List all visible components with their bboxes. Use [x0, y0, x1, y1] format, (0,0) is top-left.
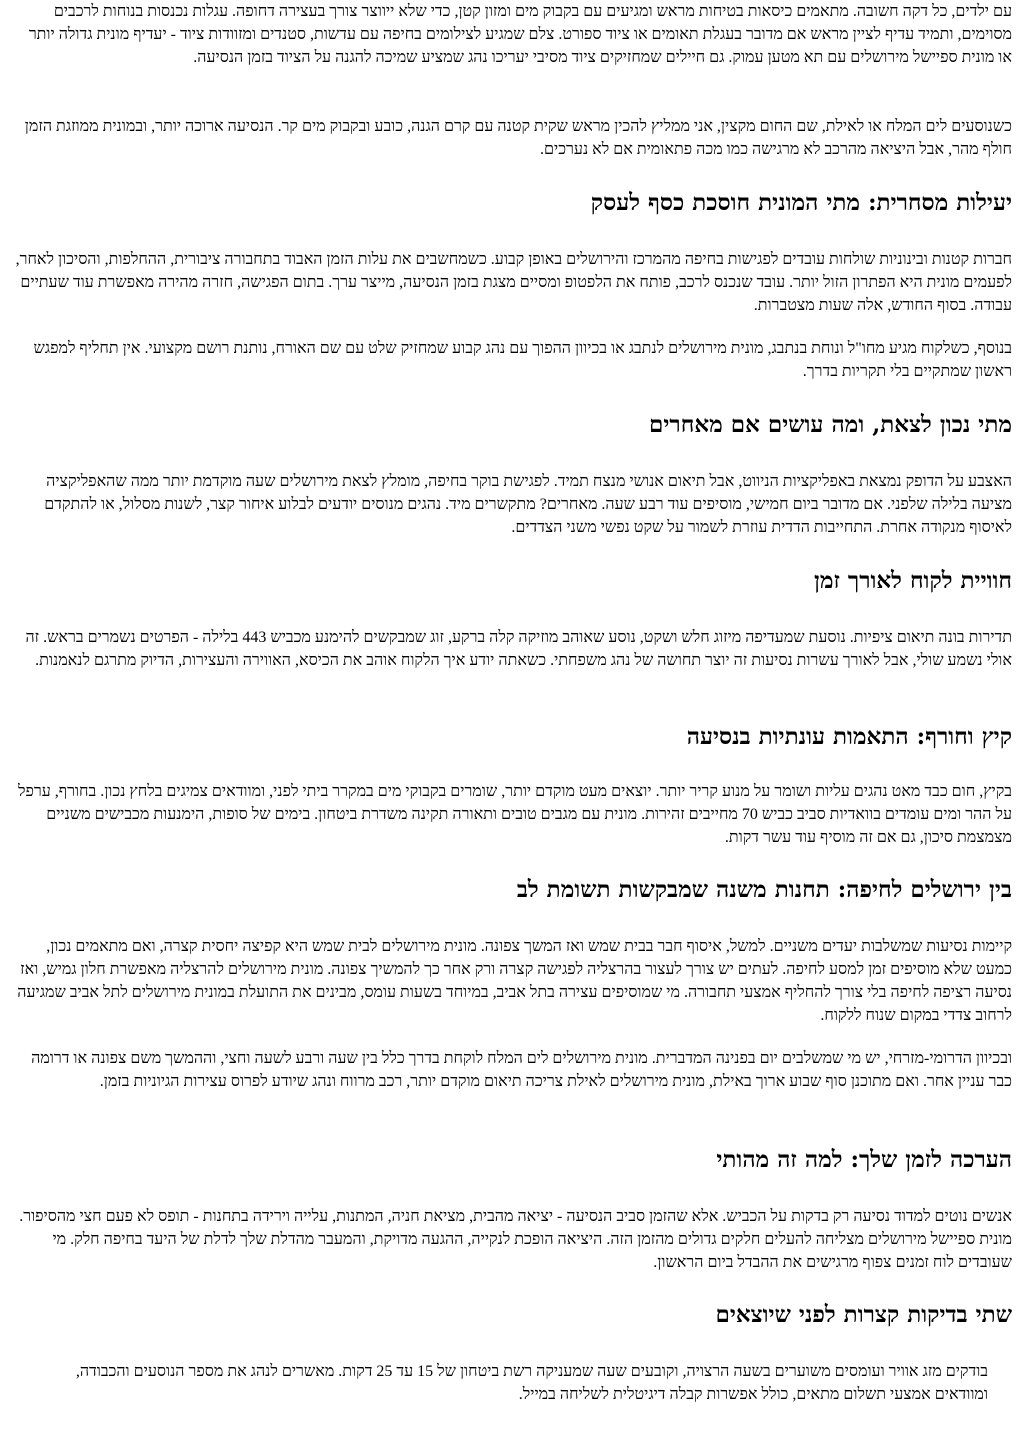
- intermediate-stops-paragraph-2: ובכיוון הדרומי-מזרחי, יש מי שמשלבים יום בפנינה המדברית. מונית מירושלים לים המלח לוקחת בדרך כלל בין שעה ורבע לשעה וחצי, וההמשך משם צפונה או דרומה כבר עניין אחר. ואם מתוכנן סוף שבוע ארוך באילת, מונית מירושלים לאילת צריכה תיאום מוקדם יותר, רכב מרווח ונהג שיודע לפרוס עצירות הגיוניות בזמן.: [31, 1050, 1012, 1090]
- business-efficiency-paragraph-1: חברות קטנות ובינוניות שולחות עובדים לפגישות בחיפה מהמרכז והירושלים באופן קבוע. כשמחשבים את עלות הזמן האבוד בתחבורה ציבורית, ההחלפות, והסיכון לאחר, לפעמים מונית היא הפתרון הזול יותר. עובד שנכנס לרכב, פותח את הלפטופ ומסיים מצגת בזמן הנסיעה, מייצר ערך. בתום הפגישה, חזרה מהירה מאפשרת עוד שעתיים עבודה. בסוף החודש, אלה שעות מצטברות.: [15, 251, 1012, 314]
- section-heading-customer-experience: חוויית לקוח לאורך זמן: [814, 567, 1012, 594]
- section-heading-when-to-leave: מתי נכון לצאת, ומה עושים אם מאחרים: [649, 411, 1012, 438]
- intro-paragraph-1: עם ילדים, כל דקה חשובה. מתאמים כיסאות בטיחות מראש ומגיעים עם בקבוק מים ומזון קטן, כדי שלא ייווצר צורך בעצירה דחופה. עגלות נכנסות בנוחות לרכבים מסוימים, ותמיד עדיף לציין מראש אם מדובר בעגלת תאומים או ציוד ספורט. צלם שמגיע לצילומים בחיפה עם עדשות, סטנדים ומזוודות ציוד - יעדיף מונית גדולה יותר או מונית ספיישל מירושלים עם תא מטען עמוק. גם חיילים שמחזיקים ציוד מסיבי יעריכו נהג שמציע שמיכה להגנה על הציוד בזמן הנסיעה.: [28, 3, 1012, 66]
- intermediate-stops-paragraph-1: קיימות נסיעות שמשלבות יעדים משניים. למשל, איסוף חבר בבית שמש ואז המשך צפונה. מונית מירושלים לבית שמש היא קפיצה יחסית קצרה, ואם מתאמים נכון, כמעט שלא מוסיפים זמן למסע לחיפה. לעתים יש צורך לעצור בהרצליה לפגישה קצרה ורק אחר כך להמשיך צפונה. מונית מירושלים להרצליה מאפשרת חלון גמיש, ואז נסיעה רציפה לחיפה בלי צורך להחליף אמצעי תחבורה. מי שמוסיפים עצירה בתל אביב, במיוחד בשעות עומס, מבינים את התועלת במונית מירושלים לתל אביב שמגיעה לרחוב צדדי במקום שנוח ללקוח.: [17, 938, 1012, 1024]
- section-heading-pre-trip-checks: שתי בדיקות קצרות לפני שיוצאים: [715, 1301, 1012, 1328]
- section-heading-intermediate-stops: בין ירושלים לחיפה: תחנות משנה שמבקשות תשומת לב: [516, 876, 1012, 903]
- section-heading-time-value: הערכה לזמן שלך: למה זה מהותי: [716, 1146, 1012, 1173]
- seasonal-paragraph: בקיץ, חום כבד מאט נהגים עליות ושומר על מנוע קריר יותר. יוצאים מעט מוקדם יותר, שומרים בקבוקי מים במקרר ביתי לפני, ומוודאים צמיגים בלחץ נכון. בחורף, ערפל על ההר ומים עומדים בוואדיות סביב כביש 70 מחייבים זהירות. מונית עם מגבים טובים ותאורה תקינה משדרת ביטחון. בימים של סופות, הימנעות מכבישים משניים מצמצמת סיכון, גם אם זה מוסיף עוד עשר דקות.: [18, 783, 1012, 846]
- when-to-leave-paragraph: האצבע על הדופק נמצאת באפליקציות הניווט, אבל תיאום אנושי מנצח תמיד. לפגישת בוקר בחיפה, מומלץ לצאת מירושלים שעה מוקדמת יותר ממה שהאפליקציה מציעה בלילה שלפני. אם מדובר ביום חמישי, מוסיפים עוד רבע שעה. מאחרים? מתקשרים מיד. נהגים מנוסים יודעים לבלוע איחור קצר, לשנות מסלול, או להתקדם לאיסוף מנקודה אחרת. התחייבות הדדית עוזרת לשמור על שקט נפשי משני הצדדים.: [44, 473, 1012, 536]
- pre-trip-checks-paragraph: בודקים מזג אוויר ועומסים משוערים בשעה הרצויה, וקובעים שעה שמעניקה רשת ביטחון של 15 עד 25 דקות. מאשרים לנהג את מספר הנוסעים והכבודה, ומוודאים אמצעי תשלום מתאים, כולל אפשרות קבלה דיגיטלית לשליחה במייל.: [75, 1363, 988, 1403]
- business-efficiency-paragraph-2: בנוסף, כשלקוח מגיע מחו"ל ונוחת בנתבג, מונית מירושלים לנתבג או בכיוון ההפוך עם נהג קבוע שמחזיק שלט עם שם האורח, נותנת רושם מקצועי. אין תחליף למפגש ראשון שמתקיים בלי תקריות בדרך.: [33, 340, 1012, 380]
- intro-paragraph-2: כשנוסעים לים המלח או לאילת, שם החום מקצין, אני ממליץ להכין מראש שקית קטנה עם קרם הגנה, כובע ובקבוק מים קר. הנסיעה ארוכה יותר, ובמונית ממוזגת הזמן חולף מהר, אבל היציאה מהרכב לא מרגישה כמו מכה פתאומית אם לא נערכים.: [24, 118, 1012, 158]
- section-heading-business-efficiency: יעילות מסחרית: מתי המונית חוסכת כסף לעסק: [590, 189, 1012, 216]
- customer-experience-paragraph: תדירות בונה תיאום ציפיות. נוסעת שמעדיפה מיזוג חלש ושקט, נוסע שאוהב מוזיקה קלה ברקע, זוג שמבקשים להימנע מכביש 443 בלילה - הפרטים נשמרים בראש. זה אולי נשמע שולי, אבל לאורך עשרות נסיעות זה יוצר תחושה של נהג משפחתי. כשאתה יודע איך הלקוח אוהב את הכיסא, האווירה והעצירות, הדיוק מתרגם לנאמנות.: [25, 629, 1012, 669]
- time-value-paragraph: אנשים נוטים למדוד נסיעה רק בדקות על הכביש. אלא שהזמן סביב הנסיעה - יציאה מהבית, מציאת חניה, המתנות, עלייה וירידה בתחנות - תופס לא פעם חצי מהסיפור. מונית ספיישל מירושלים מצליחה להעלים חלקים גדולים מהזמן הזה. היציאה הופכת לנקייה, ההגעה מדויקת, והמעבר מהדלת שלך לדלת של היעד בחיפה חלק. מי שעובדים לוח זמנים צפוף מרגישים את ההבדל ביום הראשון.: [19, 1208, 1012, 1271]
- section-heading-seasonal: קיץ וחורף: התאמות עונתיות בנסיעה: [686, 723, 1012, 750]
